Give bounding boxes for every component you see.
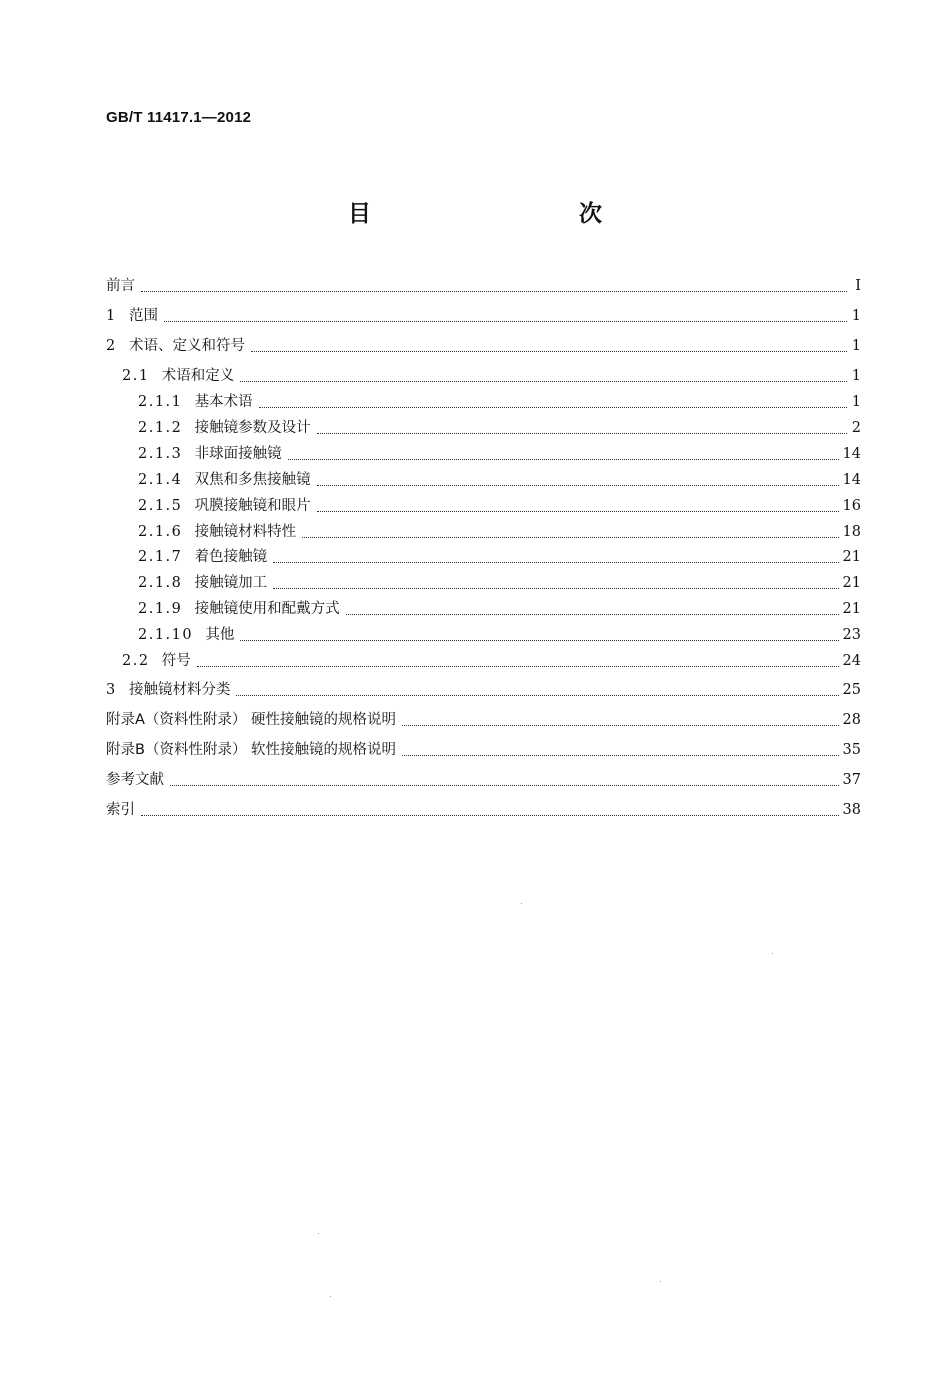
toc-entry-label: 其他	[205, 627, 235, 643]
toc-leader-dots	[317, 484, 839, 486]
toc-entry-number: 2.1.3	[138, 446, 195, 462]
page-title: 目 次	[348, 201, 656, 227]
toc-entry-page: 21	[842, 549, 861, 565]
toc-entry-label: 巩膜接触镜和眼片	[194, 498, 311, 514]
toc-entry-page: 37	[842, 772, 861, 788]
toc-entry-page: 16	[842, 498, 861, 514]
toc-entry-page: 24	[842, 653, 861, 669]
toc-leader-dots	[273, 587, 838, 589]
toc-entry-label: 索引	[106, 802, 135, 818]
toc-entry-number: 3	[106, 682, 129, 698]
scan-speck	[772, 953, 773, 954]
toc-entry-label: 着色接触镜	[194, 549, 268, 565]
toc-entry-page: 35	[842, 742, 861, 758]
toc-entry-aspheric-lens[interactable]	[138, 444, 861, 464]
toc-entry-scope[interactable]	[106, 306, 861, 326]
toc-entry-number: 2.1.7	[138, 549, 195, 565]
toc-leader-dots	[251, 350, 847, 352]
scan-speck	[660, 1281, 661, 1282]
toc-leader-dots	[197, 665, 839, 667]
toc-entry-page: 2	[851, 420, 861, 436]
toc-entry-page: 25	[842, 682, 861, 698]
toc-leader-dots	[346, 613, 839, 615]
toc-entry-label: 附录B（资料性附录） 软性接触镜的规格说明	[106, 742, 397, 758]
toc-entry-page: Ⅰ	[855, 278, 861, 294]
toc-entry-page: 1	[851, 368, 861, 384]
toc-leader-dots	[141, 814, 839, 816]
toc-entry-page: 14	[842, 446, 861, 462]
toc-leader-dots	[259, 406, 847, 408]
toc-entry-number: 2.1.8	[138, 575, 195, 591]
toc-entry-terms-definitions-symbols[interactable]	[106, 336, 861, 356]
toc-leader-dots	[273, 561, 838, 563]
toc-entry-page: 23	[842, 627, 861, 643]
toc-entry-label: 接触镜材料分类	[128, 682, 231, 698]
toc-leader-dots	[402, 724, 839, 726]
toc-entry-symbols[interactable]	[122, 651, 861, 671]
toc-entry-number: 2.1.5	[138, 498, 195, 514]
toc-entry-material-properties[interactable]	[138, 522, 861, 542]
toc-entry-page: 21	[842, 575, 861, 591]
toc-entry-references[interactable]	[106, 770, 861, 790]
toc-leader-dots	[164, 320, 847, 322]
toc-entry-label: 附录A（资料性附录） 硬性接触镜的规格说明	[106, 712, 397, 728]
toc-leader-dots	[302, 536, 838, 538]
toc-entry-foreword[interactable]	[106, 276, 861, 296]
toc-leader-dots	[402, 754, 838, 756]
toc-entry-material-classification[interactable]	[106, 680, 861, 700]
toc-entry-page: 1	[851, 338, 861, 354]
toc-entry-page: 21	[842, 601, 861, 617]
toc-entry-label: 双焦和多焦接触镜	[194, 472, 311, 488]
toc-leader-dots	[170, 784, 839, 786]
toc-entry-page: 14	[842, 472, 861, 488]
toc-entry-number: 2.1.6	[138, 524, 195, 540]
toc-leader-dots	[317, 510, 839, 512]
scan-speck	[330, 1296, 331, 1297]
toc-entry-scleral-lens[interactable]	[138, 496, 861, 516]
toc-entry-number: 2.1	[122, 368, 162, 384]
scan-speck	[521, 903, 522, 904]
toc-entry-usage-wearing[interactable]	[138, 599, 861, 619]
toc-entry-number: 1	[106, 308, 129, 324]
toc-entry-number: 2.1.2	[138, 420, 195, 436]
toc-entry-label: 前言	[106, 278, 135, 294]
toc-entry-lens-parameters[interactable]	[138, 418, 861, 438]
toc-entry-label: 接触镜材料特性	[194, 524, 297, 540]
toc-entry-basic-terms[interactable]	[138, 392, 861, 412]
toc-entry-bifocal-multifocal[interactable]	[138, 470, 861, 490]
toc-entry-label: 参考文献	[106, 772, 164, 788]
toc-leader-dots	[236, 694, 838, 696]
toc-entry-label: 接触镜参数及设计	[194, 420, 311, 436]
toc-entry-page: 18	[842, 524, 861, 540]
toc-entry-label: 接触镜加工	[194, 575, 268, 591]
toc-leader-dots	[141, 290, 847, 292]
toc-entry-page: 1	[851, 308, 861, 324]
toc-entry-number: 2	[106, 338, 129, 354]
toc-entry-appendix-a[interactable]	[106, 710, 861, 730]
toc-entry-label: 术语和定义	[161, 368, 235, 384]
standard-code: GB/T 11417.1—2012	[106, 109, 252, 126]
toc-leader-dots	[240, 639, 838, 641]
toc-entry-page: 1	[851, 394, 861, 410]
toc-entry-number: 2.2	[122, 653, 162, 669]
toc-entry-label: 范围	[128, 308, 158, 324]
toc-entry-number: 2.1.1	[138, 394, 195, 410]
toc-entry-appendix-b[interactable]	[106, 740, 861, 760]
toc-entry-label: 术语、定义和符号	[128, 338, 245, 354]
toc-entry-label: 基本术语	[194, 394, 253, 410]
toc-entry-page: 38	[842, 802, 861, 818]
toc-leader-dots	[240, 380, 847, 382]
toc-entry-page: 28	[842, 712, 861, 728]
toc-entry-label: 非球面接触镜	[194, 446, 282, 462]
toc-entry-label: 符号	[161, 653, 191, 669]
toc-leader-dots	[317, 432, 847, 434]
toc-entry-lens-processing[interactable]	[138, 573, 861, 593]
toc-entry-index[interactable]	[106, 800, 861, 820]
scan-speck	[318, 1233, 319, 1234]
toc-entry-terms-definitions[interactable]	[122, 366, 861, 386]
toc-entry-others[interactable]	[138, 625, 861, 645]
toc-entry-number: 2.1.9	[138, 601, 195, 617]
toc-entry-label: 接触镜使用和配戴方式	[194, 601, 340, 617]
toc-entry-tinted-lens[interactable]	[138, 547, 861, 567]
toc-entry-number: 2.1.4	[138, 472, 195, 488]
toc-entry-number: 2.1.10	[138, 627, 206, 643]
toc-leader-dots	[288, 458, 839, 460]
